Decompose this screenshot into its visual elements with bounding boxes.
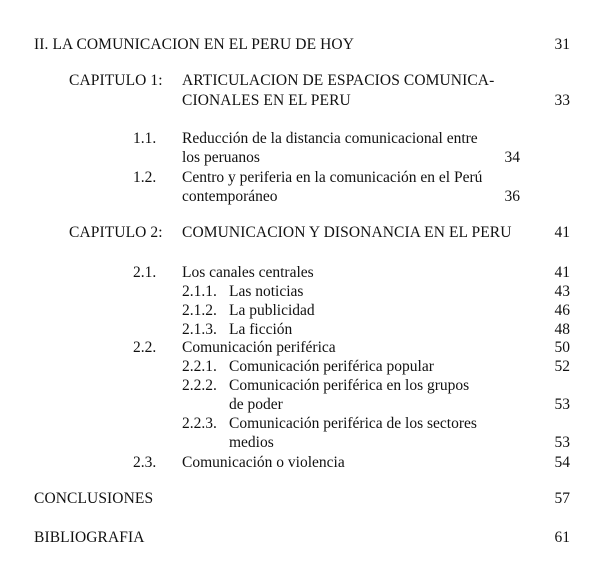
toc-item-page: 54 (554, 454, 570, 471)
toc-subitem-page: 48 (554, 321, 570, 338)
toc-subitem-text: Comunicación periférica popular (229, 358, 434, 375)
toc-subitem-text-cont: de poder (229, 396, 283, 413)
toc-item-text: Reducción de la distancia comunicacional entre (182, 130, 478, 147)
toc-item-text: Comunicación o violencia (182, 454, 345, 471)
toc-item-number: 2.2. (133, 339, 157, 356)
toc-subitem-page: 53 (554, 396, 570, 413)
chapter2-page: 41 (554, 224, 570, 241)
toc-subitem-text-cont: medios (229, 434, 274, 451)
toc-item-text: Centro y periferia en la comunicación en el Perú (182, 169, 483, 186)
toc-item-page: 50 (554, 339, 570, 356)
toc-item-page: 41 (554, 264, 570, 281)
toc-item-text: Los canales centrales (182, 264, 314, 281)
toc-subitem-text: Las noticias (229, 283, 304, 300)
bibliography-page: 61 (554, 529, 570, 546)
toc-item-text: Comunicación periférica (182, 339, 336, 356)
chapter1-title-line1: ARTICULACION DE ESPACIOS COMUNICA- (182, 72, 495, 89)
toc-item-number: 1.2. (133, 169, 157, 186)
bibliography-title: BIBLIOGRAFIA (34, 529, 145, 546)
chapter2-title: COMUNICACION Y DISONANCIA EN EL PERU (182, 224, 512, 241)
toc-subitem-number: 2.2.3. (182, 415, 217, 432)
toc-subitem-page: 43 (554, 283, 570, 300)
toc-subitem-number: 2.1.1. (182, 283, 217, 300)
chapter1-label: CAPITULO 1: (69, 72, 163, 89)
chapter1-title-line2: CIONALES EN EL PERU (182, 92, 351, 109)
toc-subitem-number: 2.2.2. (182, 377, 217, 394)
toc-subitem-number: 2.2.1. (182, 358, 217, 375)
toc-subitem-number: 2.1.2. (182, 302, 217, 319)
toc-item-number: 2.3. (133, 454, 157, 471)
toc-subitem-number: 2.1.3. (182, 321, 217, 338)
toc-item-page: 36 (504, 188, 520, 205)
toc-item-text-cont: los peruanos (182, 149, 260, 166)
toc-item-number: 2.1. (133, 264, 157, 281)
toc-subitem-page: 52 (554, 358, 570, 375)
toc-subitem-page: 46 (554, 302, 570, 319)
conclusions-title: CONCLUSIONES (34, 490, 154, 507)
toc-subitem-page: 53 (554, 434, 570, 451)
section-title: II. LA COMUNICACION EN EL PERU DE HOY (34, 36, 354, 53)
toc-item-number: 1.1. (133, 130, 157, 147)
toc-subitem-text: Comunicación periférica de los sectores (229, 415, 477, 432)
toc-item-text-cont: contemporáneo (182, 188, 278, 205)
toc-item-page: 34 (504, 149, 520, 166)
chapter2-label: CAPITULO 2: (69, 224, 163, 241)
chapter1-page: 33 (554, 92, 570, 109)
conclusions-page: 57 (554, 490, 570, 507)
toc-subitem-text: La publicidad (229, 302, 315, 319)
section-page: 31 (554, 36, 570, 53)
toc-subitem-text: La ficción (229, 321, 293, 338)
toc-subitem-text: Comunicación periférica en los grupos (229, 377, 470, 394)
